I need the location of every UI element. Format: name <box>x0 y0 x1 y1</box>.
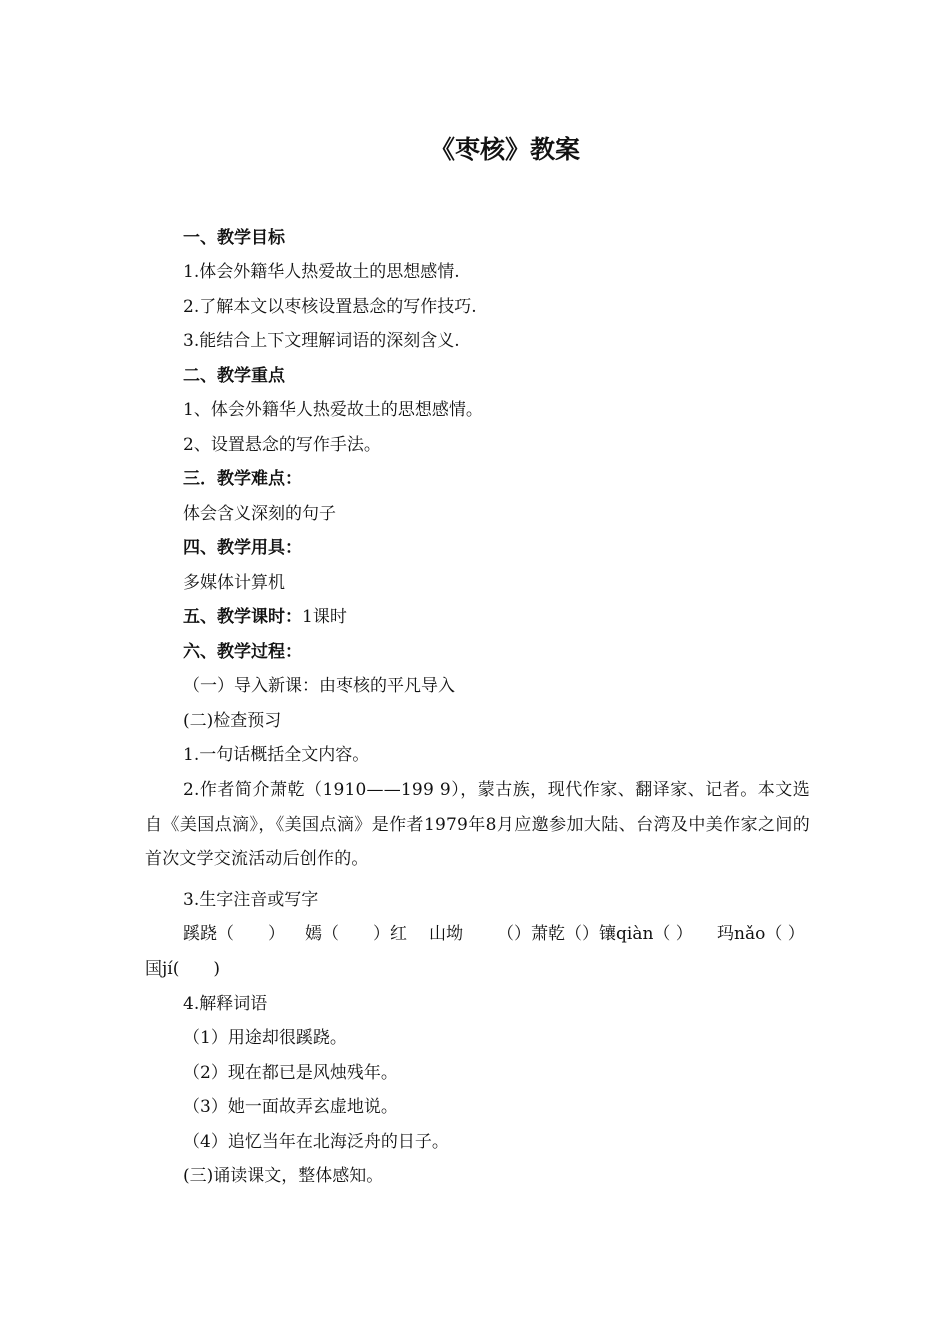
section-heading-hours: 五、教学课时： <box>183 607 302 627</box>
goal-item-3: 3.能结合上下文理解词语的深刻含义. <box>183 331 460 351</box>
term-item-4: （4）追忆当年在北海泛舟的日子。 <box>183 1132 449 1152</box>
process-step-2: (二)检查预习 <box>183 711 282 731</box>
process-item-2-paragraph: 2.作者简介萧乾（1910——199 9），蒙古族，现代作家、翻译家、记者。本文选自《美国点滴》，《美国点滴》是作者1979年8月应邀参加大陆、台湾及中美作家之间的首次文学交流活动后创作的。 <box>145 780 810 869</box>
char-exercise-1: 蹊跷（ ） <box>183 924 285 944</box>
hours-line <box>183 606 347 628</box>
process-item-4: 4.解释词语 <box>183 994 268 1014</box>
section-heading-process: 六、教学过程： <box>183 642 302 662</box>
key-point-1: 1、体会外籍华人热爱故土的思想感情。 <box>183 400 483 420</box>
char-exercise-row <box>145 917 810 953</box>
char-exercise-3: 山坳 <box>429 924 463 944</box>
document-title: 《枣核》教案 <box>429 135 580 164</box>
key-point-2: 2、设置悬念的写作手法。 <box>183 435 381 455</box>
process-item-3: 3.生字注音或写字 <box>183 890 319 910</box>
process-item-1: 1.一句话概括全文内容。 <box>183 745 370 765</box>
term-item-3: （3）她一面故弄玄虚地说。 <box>183 1097 398 1117</box>
term-item-2: （2）现在都已是风烛残年。 <box>183 1063 398 1083</box>
char-exercise-4: （）萧乾（）镶qiàn（ ） <box>497 924 693 944</box>
term-item-1: （1）用途却很蹊跷。 <box>183 1028 347 1048</box>
tools-text: 多媒体计算机 <box>183 573 285 593</box>
hours-value: 1课时 <box>302 607 347 627</box>
process-step-1: （一）导入新课：由枣核的平凡导入 <box>183 676 455 696</box>
char-exercise-2: 嫣（ ）红 <box>305 924 407 944</box>
section-heading-goals: 一、教学目标 <box>183 228 285 248</box>
goal-item-2: 2.了解本文以枣核设置悬念的写作技巧. <box>183 297 477 317</box>
goal-item-1: 1.体会外籍华人热爱故土的思想感情. <box>183 262 460 282</box>
process-step-3: (三)诵读课文，整体感知。 <box>183 1166 384 1186</box>
section-heading-key: 二、教学重点 <box>183 366 285 386</box>
section-heading-difficulty: 三．教学难点： <box>183 469 302 489</box>
char-exercise-wrap: 国jí( ) <box>145 959 220 979</box>
char-exercise-5: 玛nǎo（ ） <box>717 924 805 944</box>
section-heading-tools: 四、教学用具： <box>183 538 302 558</box>
difficulty-text: 体会含义深刻的句子 <box>183 504 336 524</box>
